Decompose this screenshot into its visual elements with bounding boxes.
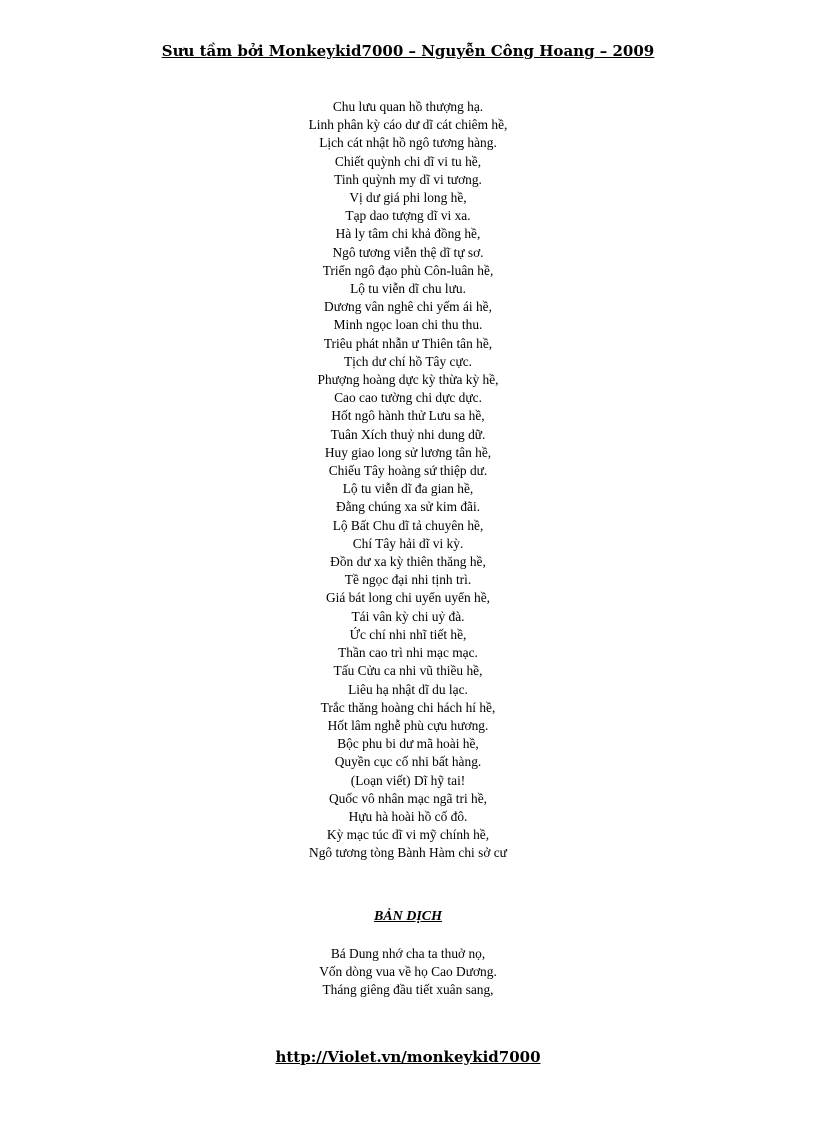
poem-line: Hốt ngô hành thử Lưu sa hề,: [331, 408, 485, 424]
poem-line: Ngô tương tòng Bành Hàm chi sở cư: [309, 845, 507, 861]
poem-text: [0, 98, 816, 863]
poem-line: Triêu phát nhẫn ư Thiên tân hề,: [323, 335, 493, 351]
poem-line: Đồn dư xa kỳ thiên thăng hề,: [330, 554, 486, 570]
poem-line: Tịch dư chí hồ Tây cực.: [343, 353, 473, 369]
poem-line: Linh phân kỳ cáo dư dĩ cát chiêm hề,: [308, 117, 508, 133]
translation-line: Bá Dung nhớ cha ta thuở nọ,: [330, 946, 486, 961]
poem-line: Huy giao long sử lương tân hề,: [324, 444, 492, 460]
poem-line: Liêu hạ nhật dĩ du lạc.: [348, 681, 468, 697]
poem-line: Tấu Cửu ca nhi vũ thiều hề,: [333, 663, 483, 679]
poem-line: Vị dư giá phi long hề,: [349, 190, 467, 206]
poem-line: Tái vân kỳ chi uỷ đà.: [351, 608, 465, 624]
poem-line: Hà ly tâm chi khả đồng hề,: [335, 226, 481, 242]
poem-line: Trắc thăng hoàng chi hách hí hề,: [320, 699, 496, 715]
poem-line: Lộ tu viễn dĩ đa gian hề,: [342, 481, 474, 497]
poem-line: Kỳ mạc túc dĩ vi mỹ chính hề,: [326, 827, 490, 843]
translation-line: Tháng giêng đầu tiết xuân sang,: [322, 982, 494, 998]
poem-line: Tề ngọc đại nhi tịnh trì.: [344, 572, 472, 588]
translation-line: Vốn dòng vua về họ Cao Dương.: [319, 964, 497, 980]
translation-title: BẢN DỊCH: [373, 909, 443, 924]
poem-line: Thần cao trì nhi mạc mạc.: [338, 645, 478, 661]
poem-line: Chiết quỳnh chi dĩ vi tu hề,: [334, 153, 482, 169]
poem-line: Ức chí nhi nhĩ tiết hề,: [349, 626, 467, 642]
poem-line: Phượng hoàng dực kỳ thừa kỳ hề,: [317, 372, 499, 388]
poem-line: Dương vân nghê chi yếm ái hề,: [324, 299, 492, 315]
poem-line: Lịch cát nhật hồ ngô tương hàng.: [319, 135, 497, 151]
poem-line: Lộ tu viễn dĩ chu lưu.: [350, 281, 466, 297]
page-header: Sưu tầm bởi Monkeykid7000 – Nguyễn Công Hoang – 2009: [161, 42, 655, 60]
poem-line: Cao cao tường chi dực dực.: [334, 390, 482, 406]
poem-line: Triển ngô đạo phù Côn-luân hề,: [322, 262, 494, 278]
poem-line: Bộc phu bi dư mã hoài hề,: [337, 736, 479, 752]
poem-line: Ngô tương viễn thệ dĩ tự sơ.: [332, 244, 484, 260]
poem-line: Hựu hà hoài hồ cố đô.: [348, 808, 468, 824]
poem-line: Giá bát long chi uyển uyển hề,: [326, 590, 490, 606]
poem-line: Đằng chúng xa sử kim đãi.: [335, 499, 481, 515]
poem-line: (Loạn viết) Dĩ hỹ tai!: [350, 772, 466, 788]
poem-line: Tuân Xích thuỷ nhi dung dữ.: [330, 426, 486, 442]
poem-line: Chu lưu quan hồ thượng hạ.: [332, 99, 484, 114]
page-footer-url: http://Violet.vn/monkeykid7000: [275, 1048, 541, 1066]
poem-line: Chiếu Tây hoàng sứ thiệp dư.: [328, 463, 488, 479]
poem-line: Chí Tây hải dĩ vi kỳ.: [352, 535, 464, 551]
translation-text: [0, 945, 816, 1000]
poem-line: Hốt lâm nghễ phù cựu hương.: [327, 717, 489, 733]
poem-line: Tinh quỳnh my dĩ vi tương.: [334, 171, 482, 187]
poem-line: Minh ngọc loan chi thu thu.: [333, 317, 483, 333]
poem-line: Tạp dao tượng dĩ vi xa.: [345, 208, 471, 224]
poem-line: Quốc vô nhân mạc ngã tri hề,: [328, 790, 488, 806]
poem-line: Lộ Bất Chu dĩ tả chuyên hề,: [332, 517, 484, 533]
poem-line: Quyền cục cố nhi bất hàng.: [334, 754, 482, 770]
